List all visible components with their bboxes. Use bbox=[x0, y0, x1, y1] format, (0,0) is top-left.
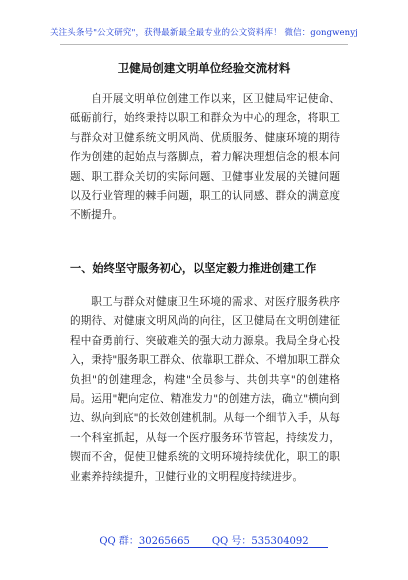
body-paragraph-1: 自开展文明单位创建工作以来，区卫健局牢记使命、砥砺前行，始终秉持以职工和群众为中心的理念，将职工与群众对卫健系统文明风尚、优质服务、健康环境的期待作为创建的起始点与落脚点，着力解决理想信念的根本问题、职工群众关切的实际问题、卫健事业发展的关键问题以及行业管理的棘手问题，职工的认同感、群众的满意度不断提升。 bbox=[70, 93, 340, 222]
body-paragraph-2: 职工与群众对健康卫生环境的需求、对医疗服务秩序的期待、对健康文明风尚的向往，区卫健局在文明创建征程中奋勇前行、突破难关的强大动力源泉。我局全身心投入，秉持"服务职工群众、依靠职工群众、不增加职工群众负担"的创建理念，构建"全员参与、共创共享"的创建格局。运用"靶向定位、精准发力"的创建方法，确立"横向到边、纵向到底"的长效创建机制。从每一个细节入手，从每一个科室抓起，从每一个医疗服务环节管起，持续发力，锲而不舍，促使卫健系统的文明环境持续优化，职工的职业素养持续提升，卫健行业的文明程度持续进步。 bbox=[70, 296, 340, 483]
footer-contact bbox=[0, 532, 408, 547]
footer-qq-number: QQ 号：535304092 bbox=[211, 536, 309, 547]
document-title: 卫健局创建文明单位经验交流材料 bbox=[117, 61, 291, 75]
footer-underline bbox=[138, 547, 328, 548]
header-promo-note: 关注头条号"公文研究"，获得最新最全最专业的公文资料库！ 微信：gongwenyj bbox=[50, 28, 358, 38]
section-heading-1: 一、始终坚守服务初心，以坚定毅力推进创建工作 bbox=[70, 261, 317, 275]
header-divider bbox=[60, 44, 348, 45]
footer-qq-group: QQ 群：30265665 bbox=[99, 536, 190, 547]
